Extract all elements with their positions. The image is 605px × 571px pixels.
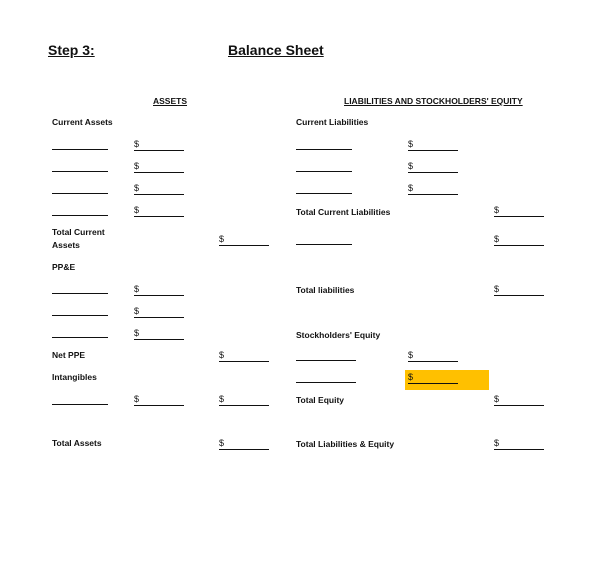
total-current-assets-label-line1: Total Current [52, 227, 105, 237]
total-current-liabilities-label: Total Current Liabilities [296, 207, 391, 217]
total-equity-field[interactable]: $ [494, 394, 544, 406]
ppe-name-blank[interactable] [52, 315, 108, 316]
current-asset-amount-field[interactable]: $ [134, 161, 184, 173]
ppe-amount-field[interactable]: $ [134, 306, 184, 318]
intangibles-total-field[interactable]: $ [219, 394, 269, 406]
intangibles-label: Intangibles [52, 372, 97, 382]
net-ppe-field[interactable]: $ [219, 350, 269, 362]
equity-name-blank[interactable] [296, 382, 356, 383]
total-assets-field[interactable]: $ [219, 438, 269, 450]
other-liability-field[interactable]: $ [494, 234, 544, 246]
asset-name-blank[interactable] [52, 215, 108, 216]
current-assets-label: Current Assets [52, 117, 113, 127]
total-current-assets-label-line2: Assets [52, 240, 80, 250]
total-liabilities-equity-field[interactable]: $ [494, 438, 544, 450]
liabilities-column-header: LIABILITIES AND STOCKHOLDERS' EQUITY [344, 96, 523, 106]
total-assets-label: Total Assets [52, 438, 102, 448]
current-asset-amount-field[interactable]: $ [134, 183, 184, 195]
equity-name-blank[interactable] [296, 360, 356, 361]
total-liabilities-equity-label: Total Liabilities & Equity [296, 439, 395, 449]
ppe-name-blank[interactable] [52, 293, 108, 294]
asset-name-blank[interactable] [52, 149, 108, 150]
total-liabilities-label: Total liabilities [296, 285, 355, 295]
liability-name-blank[interactable] [296, 171, 352, 172]
liability-name-blank[interactable] [296, 193, 352, 194]
intangible-name-blank[interactable] [52, 404, 108, 405]
asset-name-blank[interactable] [52, 193, 108, 194]
current-asset-amount-field[interactable]: $ [134, 205, 184, 217]
current-liabilities-label: Current Liabilities [296, 117, 369, 127]
equity-amount-field[interactable]: $ [408, 350, 458, 362]
current-liability-amount-field[interactable]: $ [408, 139, 458, 151]
step-label: Step 3: [48, 42, 95, 58]
net-ppe-label: Net PPE [52, 350, 86, 360]
current-liability-amount-field[interactable]: $ [408, 161, 458, 173]
total-liabilities-field[interactable]: $ [494, 284, 544, 296]
page-title: Balance Sheet [228, 42, 324, 58]
ppe-name-blank[interactable] [52, 337, 108, 338]
asset-name-blank[interactable] [52, 171, 108, 172]
stockholders-equity-label: Stockholders' Equity [296, 330, 381, 340]
assets-column-header: ASSETS [153, 96, 188, 106]
total-equity-label: Total Equity [296, 395, 345, 405]
ppe-amount-field[interactable]: $ [134, 328, 184, 340]
liability-name-blank[interactable] [296, 149, 352, 150]
intangible-amount-field[interactable]: $ [134, 394, 184, 406]
current-liability-amount-field[interactable]: $ [408, 183, 458, 195]
ppe-amount-field[interactable]: $ [134, 284, 184, 296]
total-current-liabilities-field[interactable]: $ [494, 205, 544, 217]
liability-name-blank[interactable] [296, 244, 352, 245]
current-asset-amount-field[interactable]: $ [134, 139, 184, 151]
total-current-assets-field[interactable]: $ [219, 234, 269, 246]
ppe-label: PP&E [52, 262, 76, 272]
equity-amount-field-highlighted[interactable]: $ [408, 372, 458, 384]
